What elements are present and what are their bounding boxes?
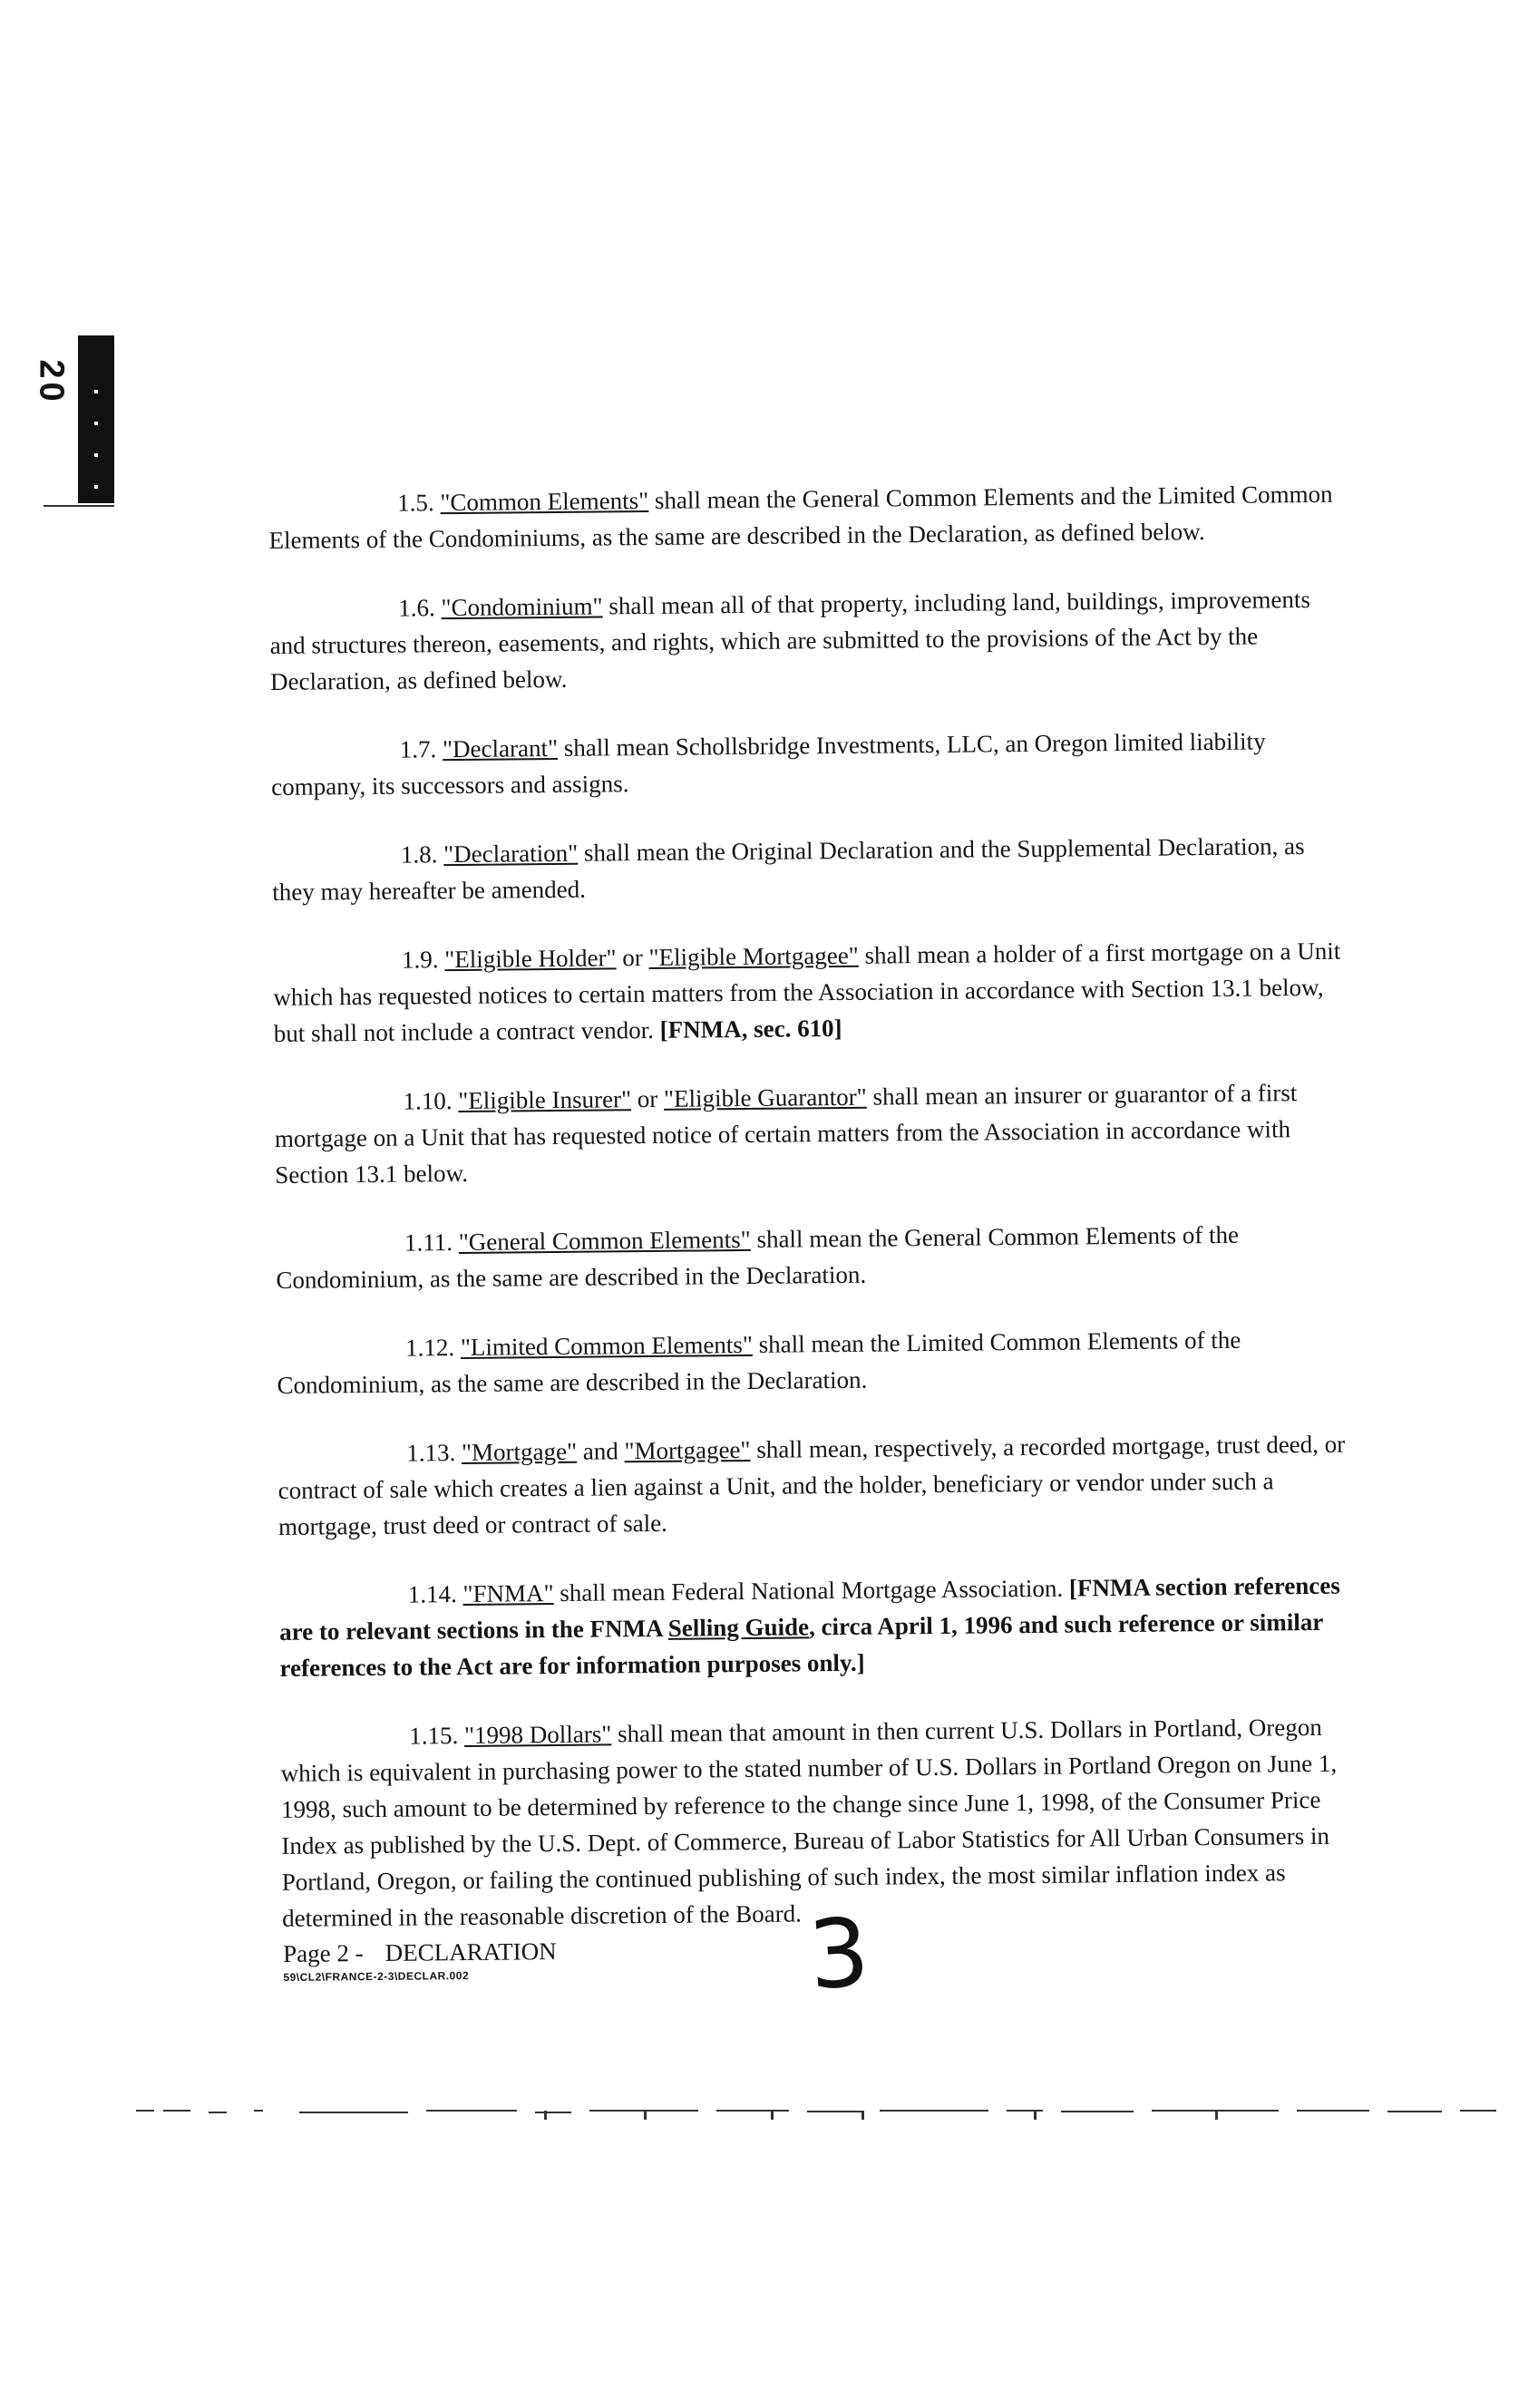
definition-text: shall mean Federal National Mortgage Association.	[553, 1574, 1070, 1607]
paragraph-1-10	[274, 1074, 1345, 1193]
section-number: 1.6.	[398, 594, 435, 622]
section-number: 1.9.	[401, 946, 439, 974]
defined-term: "General Common Elements"	[458, 1225, 751, 1257]
section-number: 1.7.	[399, 735, 437, 763]
footer-title-line	[283, 1936, 557, 1969]
defined-term: "Mortgage"	[461, 1437, 578, 1467]
paragraph-1-8	[272, 828, 1343, 910]
defined-term-2: "Eligible Guarantor"	[663, 1083, 867, 1112]
definition-text: shall mean the General Common Elements of the Condominium, as the same are described in the Declaration.	[276, 1220, 1240, 1294]
section-number: 1.15.	[409, 1722, 459, 1750]
defined-term: "FNMA"	[462, 1579, 554, 1607]
paragraph-1-9	[273, 933, 1344, 1052]
section-number: 1.10.	[403, 1087, 453, 1115]
fnma-reference: [FNMA, sec. 610]	[659, 1014, 842, 1044]
paragraph-1-6	[269, 581, 1340, 700]
definition-text: shall mean an insurer or guarantor of a first mortgage on a Unit that has requested notice of certain matters from the Association in accordance with Section 13.1 below.	[274, 1079, 1298, 1189]
definition-text: shall mean the Limited Common Elements of the Condominium, as the same are described in the Declaration.	[277, 1325, 1241, 1399]
definitions-section	[268, 476, 1353, 1969]
document-title: DECLARATION	[384, 1937, 557, 1966]
stamp-bar	[78, 335, 114, 503]
page-footer	[283, 1936, 557, 1986]
defined-term: "Eligible Holder"	[444, 944, 617, 974]
defined-term-2: "Mortgagee"	[624, 1435, 751, 1465]
defined-term: "Limited Common Elements"	[460, 1330, 754, 1362]
definition-text: shall mean that amount in then current U.S. Dollars in Portland, Oregon which is equivalent in purchasing power to the stated number of U.S. Dollars in Portland Oregon on June 1, 1998, such amount to be determined by reference to the change since June 1, 1998, of the Consumer Price Index as published by the U.S. Dept. of Commerce, Bureau of Labor Statistics for All Urban Consumers in Portland, Oregon, or failing the continued publishing of such index, the most similar inflation index as determined in the reasonable discretion of the Board.	[280, 1713, 1338, 1932]
definition-text: shall mean, respectively, a recorded mortgage, trust deed, or contract of sale which creates a lien against a Unit, and the holder, beneficiary or vendor under such a mortgage, trust deed or contract of sale.	[277, 1430, 1346, 1540]
stamp-underline	[44, 505, 114, 507]
defined-term: "Declaration"	[443, 839, 579, 869]
defined-term: "Declarant"	[442, 733, 559, 763]
paragraph-1-13	[277, 1426, 1348, 1545]
paragraph-1-11	[276, 1216, 1347, 1298]
file-path: 59\CL2\FRANCE-2-3\DECLAR.002	[283, 1969, 470, 1984]
definition-text: shall mean a holder of a first mortgage on a Unit which has requested notices to certain matters from the Association in accordance with Section 13.1 below, but shall not include a contract vendor.	[273, 937, 1341, 1047]
fnma-note-tail: , circa April 1, 1996 and such reference or similar references to the Act are for information purposes only.]	[279, 1607, 1323, 1682]
scan-edge-artifact	[136, 2102, 1496, 2123]
definition-text: shall mean the General Common Elements and the Limited Common Elements of the Condominiums, as the same are described in the Declaration, as defined below.	[268, 480, 1333, 554]
section-number: 1.8.	[400, 840, 438, 869]
paragraph-1-5	[268, 476, 1339, 558]
section-number: 1.14.	[407, 1580, 457, 1608]
defined-term-2: "Eligible Mortgagee"	[648, 941, 859, 971]
term-connector: or	[630, 1084, 665, 1113]
section-number: 1.13.	[406, 1439, 456, 1467]
paragraph-1-7	[271, 723, 1342, 805]
handwritten-page-number: 3	[804, 1896, 873, 2012]
fnma-note: [FNMA section references are to relevant sections in the FNMA	[278, 1571, 1340, 1646]
page-label: Page 2 -	[283, 1939, 364, 1967]
definition-text: shall mean Schollsbridge Investments, LLC, an Oregon limited liability company, its successors and assigns.	[271, 727, 1266, 801]
defined-term: "Condominium"	[441, 592, 603, 622]
scanner-stamp	[25, 326, 107, 508]
section-number: 1.12.	[404, 1334, 455, 1362]
paragraph-1-14	[279, 1568, 1350, 1686]
definition-text: shall mean the Original Declaration and the Supplemental Declaration, as they may hereafter be amended.	[272, 832, 1305, 906]
selling-guide-title: Selling Guide	[667, 1613, 810, 1642]
section-number: 1.11.	[404, 1228, 453, 1257]
term-connector: and	[576, 1437, 625, 1465]
stamp-number: 20	[32, 359, 71, 405]
defined-term: "Common Elements"	[440, 486, 649, 517]
definition-text: shall mean all of that property, including land, buildings, improvements and structures thereon, easements, and rights, which are submitted to the provisions of the Act by the Declaration, as defined below.	[269, 585, 1311, 695]
section-number: 1.5.	[397, 489, 434, 517]
term-connector: or	[616, 943, 649, 972]
defined-term: "1998 Dollars"	[463, 1720, 612, 1749]
defined-term: "Eligible Insurer"	[458, 1085, 632, 1115]
paragraph-1-12	[277, 1321, 1348, 1403]
